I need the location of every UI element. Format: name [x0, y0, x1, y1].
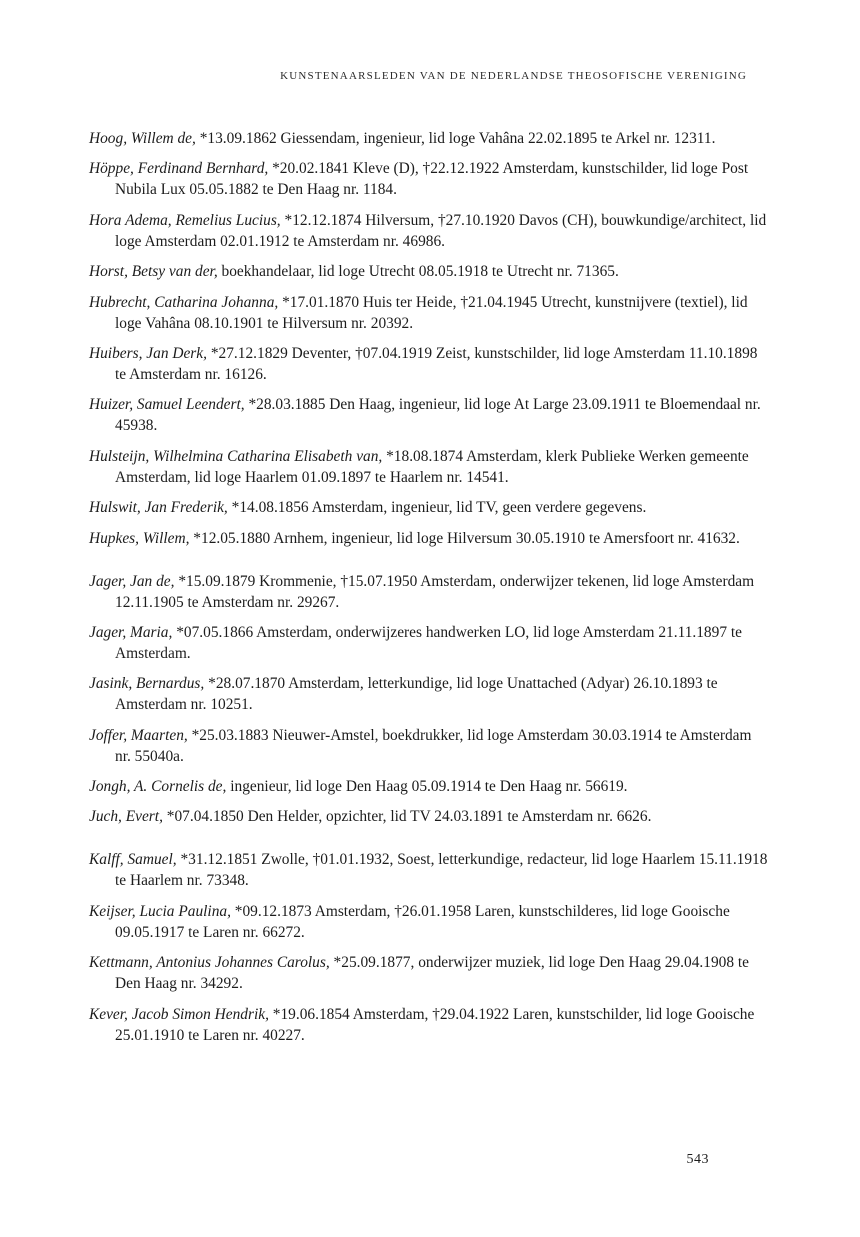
- entry-name: Hupkes, Willem,: [89, 529, 190, 547]
- entry-name: Jager, Jan de,: [89, 572, 175, 590]
- entry-text: *27.12.1829 Deventer, †07.04.1919 Zeist, kunstschilder, lid loge Amsterdam 11.10.1898 te Amsterdam nr. 16126.: [115, 344, 758, 383]
- entry-text: *19.06.1854 Amsterdam, †29.04.1922 Laren, kunstschilder, lid loge Gooische 25.01.1910 te Laren nr. 40227.: [115, 1005, 755, 1044]
- entry-name: Horst, Betsy van der,: [89, 263, 218, 281]
- entry-name: Jager, Maria,: [89, 623, 173, 641]
- entry-text: *25.09.1877, onderwijzer muziek, lid loge Den Haag 29.04.1908 te Den Haag nr. 34292.: [115, 954, 750, 993]
- entry: [89, 1004, 769, 1046]
- entry-name: Kettmann, Antonius Johannes Carolus,: [89, 954, 330, 972]
- entry: [89, 128, 769, 149]
- entry-name: Hulswit, Jan Frederik,: [89, 499, 228, 517]
- entry-text: *12.05.1880 Arnhem, ingenieur, lid loge Hilversum 30.05.1910 te Amersfoort nr. 41632.: [189, 529, 740, 547]
- entry-text: *14.08.1856 Amsterdam, ingenieur, lid TV, geen verdere gegevens.: [227, 499, 647, 517]
- entry-name: Hoog, Willem de,: [89, 130, 196, 147]
- entry-text: ingenieur, lid loge Den Haag 05.09.1914 te Den Haag nr. 56619.: [226, 778, 628, 796]
- entry-name: Keijser, Lucia Paulina,: [89, 902, 231, 920]
- entry-name: Höppe, Ferdinand Bernhard,: [89, 160, 269, 178]
- entry-group-k: [89, 849, 769, 1045]
- entry: [89, 446, 769, 488]
- entry: [89, 571, 769, 613]
- entry-name: Juch, Evert,: [89, 808, 163, 826]
- entry: [89, 292, 769, 334]
- entry-name: Huizer, Samuel Leendert,: [89, 396, 245, 414]
- entry-text: *07.04.1850 Den Helder, opzichter, lid TV 24.03.1891 te Amsterdam nr. 6626.: [162, 808, 652, 826]
- entry: [89, 776, 769, 797]
- entry: [89, 394, 769, 436]
- entry-name: Hulsteijn, Wilhelmina Catharina Elisabeth van,: [89, 447, 383, 465]
- entry-name: Kalff, Samuel,: [89, 851, 177, 869]
- entry-text: *25.03.1883 Nieuwer-Amstel, boekdrukker, lid loge Amsterdam 30.03.1914 te Amsterdam nr. 55040a.: [115, 726, 752, 765]
- entry-group-h: [89, 128, 769, 549]
- entry-name: Jasink, Bernardus,: [89, 675, 205, 693]
- entry-name: Hora Adema, Remelius Lucius,: [89, 211, 281, 229]
- entry-text: *28.03.1885 Den Haag, ingenieur, lid loge At Large 23.09.1911 te Bloemendaal nr. 45938.: [115, 396, 761, 435]
- entry: [89, 343, 769, 385]
- entry-name: Huibers, Jan Derk,: [89, 344, 207, 362]
- entry: [89, 806, 769, 827]
- entry: [89, 261, 769, 282]
- entry: [89, 673, 769, 715]
- entry: [89, 725, 769, 767]
- entry: [89, 158, 769, 200]
- entry-text: *09.12.1873 Amsterdam, †26.01.1958 Laren, kunstschilderes, lid loge Gooische 09.05.1917 te Laren nr. 66272.: [115, 902, 730, 941]
- entry-text: *17.01.1870 Huis ter Heide, †21.04.1945 Utrecht, kunstnijvere (textiel), lid loge Vahâna 08.10.1901 te Hilversum nr. 20392.: [115, 293, 748, 332]
- entry-text: *18.08.1874 Amsterdam, klerk Publieke Werken gemeente Amsterdam, lid loge Haarlem 01.09.1897 te Haarlem nr. 14541.: [115, 447, 749, 486]
- entry-text: *12.12.1874 Hilversum, †27.10.1920 Davos (CH), bouwkundige/architect, lid loge Amsterdam 02.01.1912 te Amsterdam nr. 46986.: [115, 211, 767, 250]
- entry-text: *15.09.1879 Krommenie, †15.07.1950 Amsterdam, onderwijzer tekenen, lid loge Amsterdam 12.11.1905 te Amsterdam nr. 29267.: [115, 572, 755, 611]
- entry-name: Hubrecht, Catharina Johanna,: [89, 293, 279, 311]
- entry-text: boekhandelaar, lid loge Utrecht 08.05.1918 te Utrecht nr. 71365.: [217, 263, 619, 281]
- page-number: 543: [686, 1152, 709, 1167]
- entry: [89, 952, 769, 994]
- entry-group-j: [89, 571, 769, 828]
- running-head: KUNSTENAARSLEDEN VAN DE NEDERLANDSE THEOSOFISCHE VERENIGING: [280, 70, 747, 82]
- entry: [89, 849, 769, 891]
- entry: [89, 901, 769, 943]
- entry-text: *07.05.1866 Amsterdam, onderwijzeres handwerken LO, lid loge Amsterdam 21.11.1897 te Amsterdam.: [115, 623, 742, 662]
- entry-name: Kever, Jacob Simon Hendrik,: [89, 1005, 269, 1023]
- entry-text: *31.12.1851 Zwolle, †01.01.1932, Soest, letterkundige, redacteur, lid loge Haarlem 15.11.1918 te Haarlem nr. 73348.: [115, 851, 768, 890]
- entry-name: Joffer, Maarten,: [89, 726, 188, 744]
- entry: [89, 497, 769, 518]
- entry-text: *13.09.1862 Giessendam, ingenieur, lid loge Vahâna 22.02.1895 te Arkel nr. 12311.: [195, 130, 716, 147]
- entry: [89, 528, 769, 549]
- entry-text: *28.07.1870 Amsterdam, letterkundige, lid loge Unattached (Adyar) 26.10.1893 te Amsterdam nr. 10251.: [115, 675, 718, 714]
- entry-text: *20.02.1841 Kleve (D), †22.12.1922 Amsterdam, kunstschilder, lid loge Post Nubila Lux 05.05.1882 te Den Haag nr. 1184.: [115, 160, 749, 199]
- entry-list: [89, 128, 769, 1055]
- entry: [89, 210, 769, 252]
- entry: [89, 622, 769, 664]
- entry-name: Jongh, A. Cornelis de,: [89, 778, 227, 796]
